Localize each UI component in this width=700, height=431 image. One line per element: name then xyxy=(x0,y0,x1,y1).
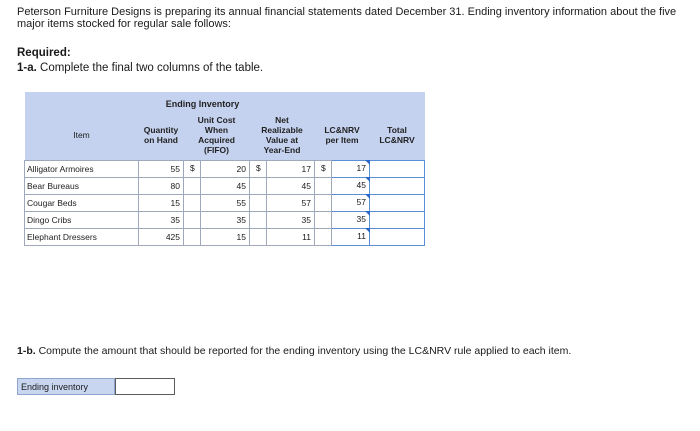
lcnrv-input[interactable]: 17 xyxy=(332,161,370,178)
total-lcnrv-input[interactable] xyxy=(370,229,425,246)
ending-inventory-input[interactable] xyxy=(115,378,175,395)
total-lcnrv-input[interactable] xyxy=(370,178,425,195)
col-header-unit-cost: Unit Cost When Acquired (FIFO) xyxy=(184,110,250,161)
quantity-cell: 80 xyxy=(139,178,184,195)
col-header-item: Item xyxy=(25,110,139,161)
question-1b-text: Compute the amount that should be reported for the ending inventory using the LC&NRV rule applied to each item. xyxy=(35,345,572,357)
item-name: Dingo Cribs xyxy=(25,212,139,229)
question-1a-text: Complete the final two columns of the table. xyxy=(36,62,264,74)
question-1b-number: 1-b. xyxy=(17,345,36,357)
table-row xyxy=(25,178,425,195)
ending-inventory-label: Ending inventory xyxy=(17,378,115,395)
question-1a-number: 1-a. xyxy=(17,62,37,74)
table-row xyxy=(25,161,425,178)
currency-symbol: $ xyxy=(256,163,261,173)
ending-inventory-group-header: Ending Inventory xyxy=(139,92,267,110)
nrv-cell: 45 xyxy=(267,178,315,195)
unit-cost-cell: 55 xyxy=(201,195,250,212)
nrv-cell: 57 xyxy=(267,195,315,212)
question-1b xyxy=(17,345,571,357)
item-name: Cougar Beds xyxy=(25,195,139,212)
total-lcnrv-input[interactable] xyxy=(370,212,425,229)
col-header-total-lcnrv: Total LC&NRV xyxy=(370,110,425,161)
item-name: Bear Bureaus xyxy=(25,178,139,195)
inventory-table xyxy=(24,92,425,246)
quantity-cell: 425 xyxy=(139,229,184,246)
unit-cost-cell: 15 xyxy=(201,229,250,246)
currency-symbol: $ xyxy=(190,163,195,173)
lcnrv-input[interactable]: 45 xyxy=(332,178,370,195)
item-name: Elephant Dressers xyxy=(25,229,139,246)
total-lcnrv-input[interactable] xyxy=(370,195,425,212)
item-name: Alligator Armoires xyxy=(25,161,139,178)
nrv-cell: 35 xyxy=(267,212,315,229)
unit-cost-cell: 35 xyxy=(201,212,250,229)
table-row xyxy=(25,212,425,229)
nrv-cell: 11 xyxy=(267,229,315,246)
lcnrv-input[interactable]: 11 xyxy=(332,229,370,246)
nrv-cell: 17 xyxy=(267,161,315,178)
quantity-cell: 15 xyxy=(139,195,184,212)
col-header-quantity: Quantity on Hand xyxy=(139,110,184,161)
currency-symbol: $ xyxy=(321,163,326,173)
total-lcnrv-input[interactable] xyxy=(370,161,425,178)
quantity-cell: 55 xyxy=(139,161,184,178)
col-header-lcnrv-per-item: LC&NRV per Item xyxy=(315,110,370,161)
question-1a xyxy=(17,62,263,74)
quantity-cell: 35 xyxy=(139,212,184,229)
table-row xyxy=(25,229,425,246)
problem-intro: Peterson Furniture Designs is preparing its annual financial statements dated December 31. Ending inventory information about the five major items stocked for regular sale follows: xyxy=(17,6,677,30)
unit-cost-cell: 45 xyxy=(201,178,250,195)
table-row xyxy=(25,195,425,212)
lcnrv-input[interactable]: 35 xyxy=(332,212,370,229)
unit-cost-cell: 20 xyxy=(201,161,250,178)
col-header-nrv: Net Realizable Value at Year-End xyxy=(250,110,315,161)
required-heading: Required: xyxy=(17,47,71,59)
lcnrv-input[interactable]: 57 xyxy=(332,195,370,212)
